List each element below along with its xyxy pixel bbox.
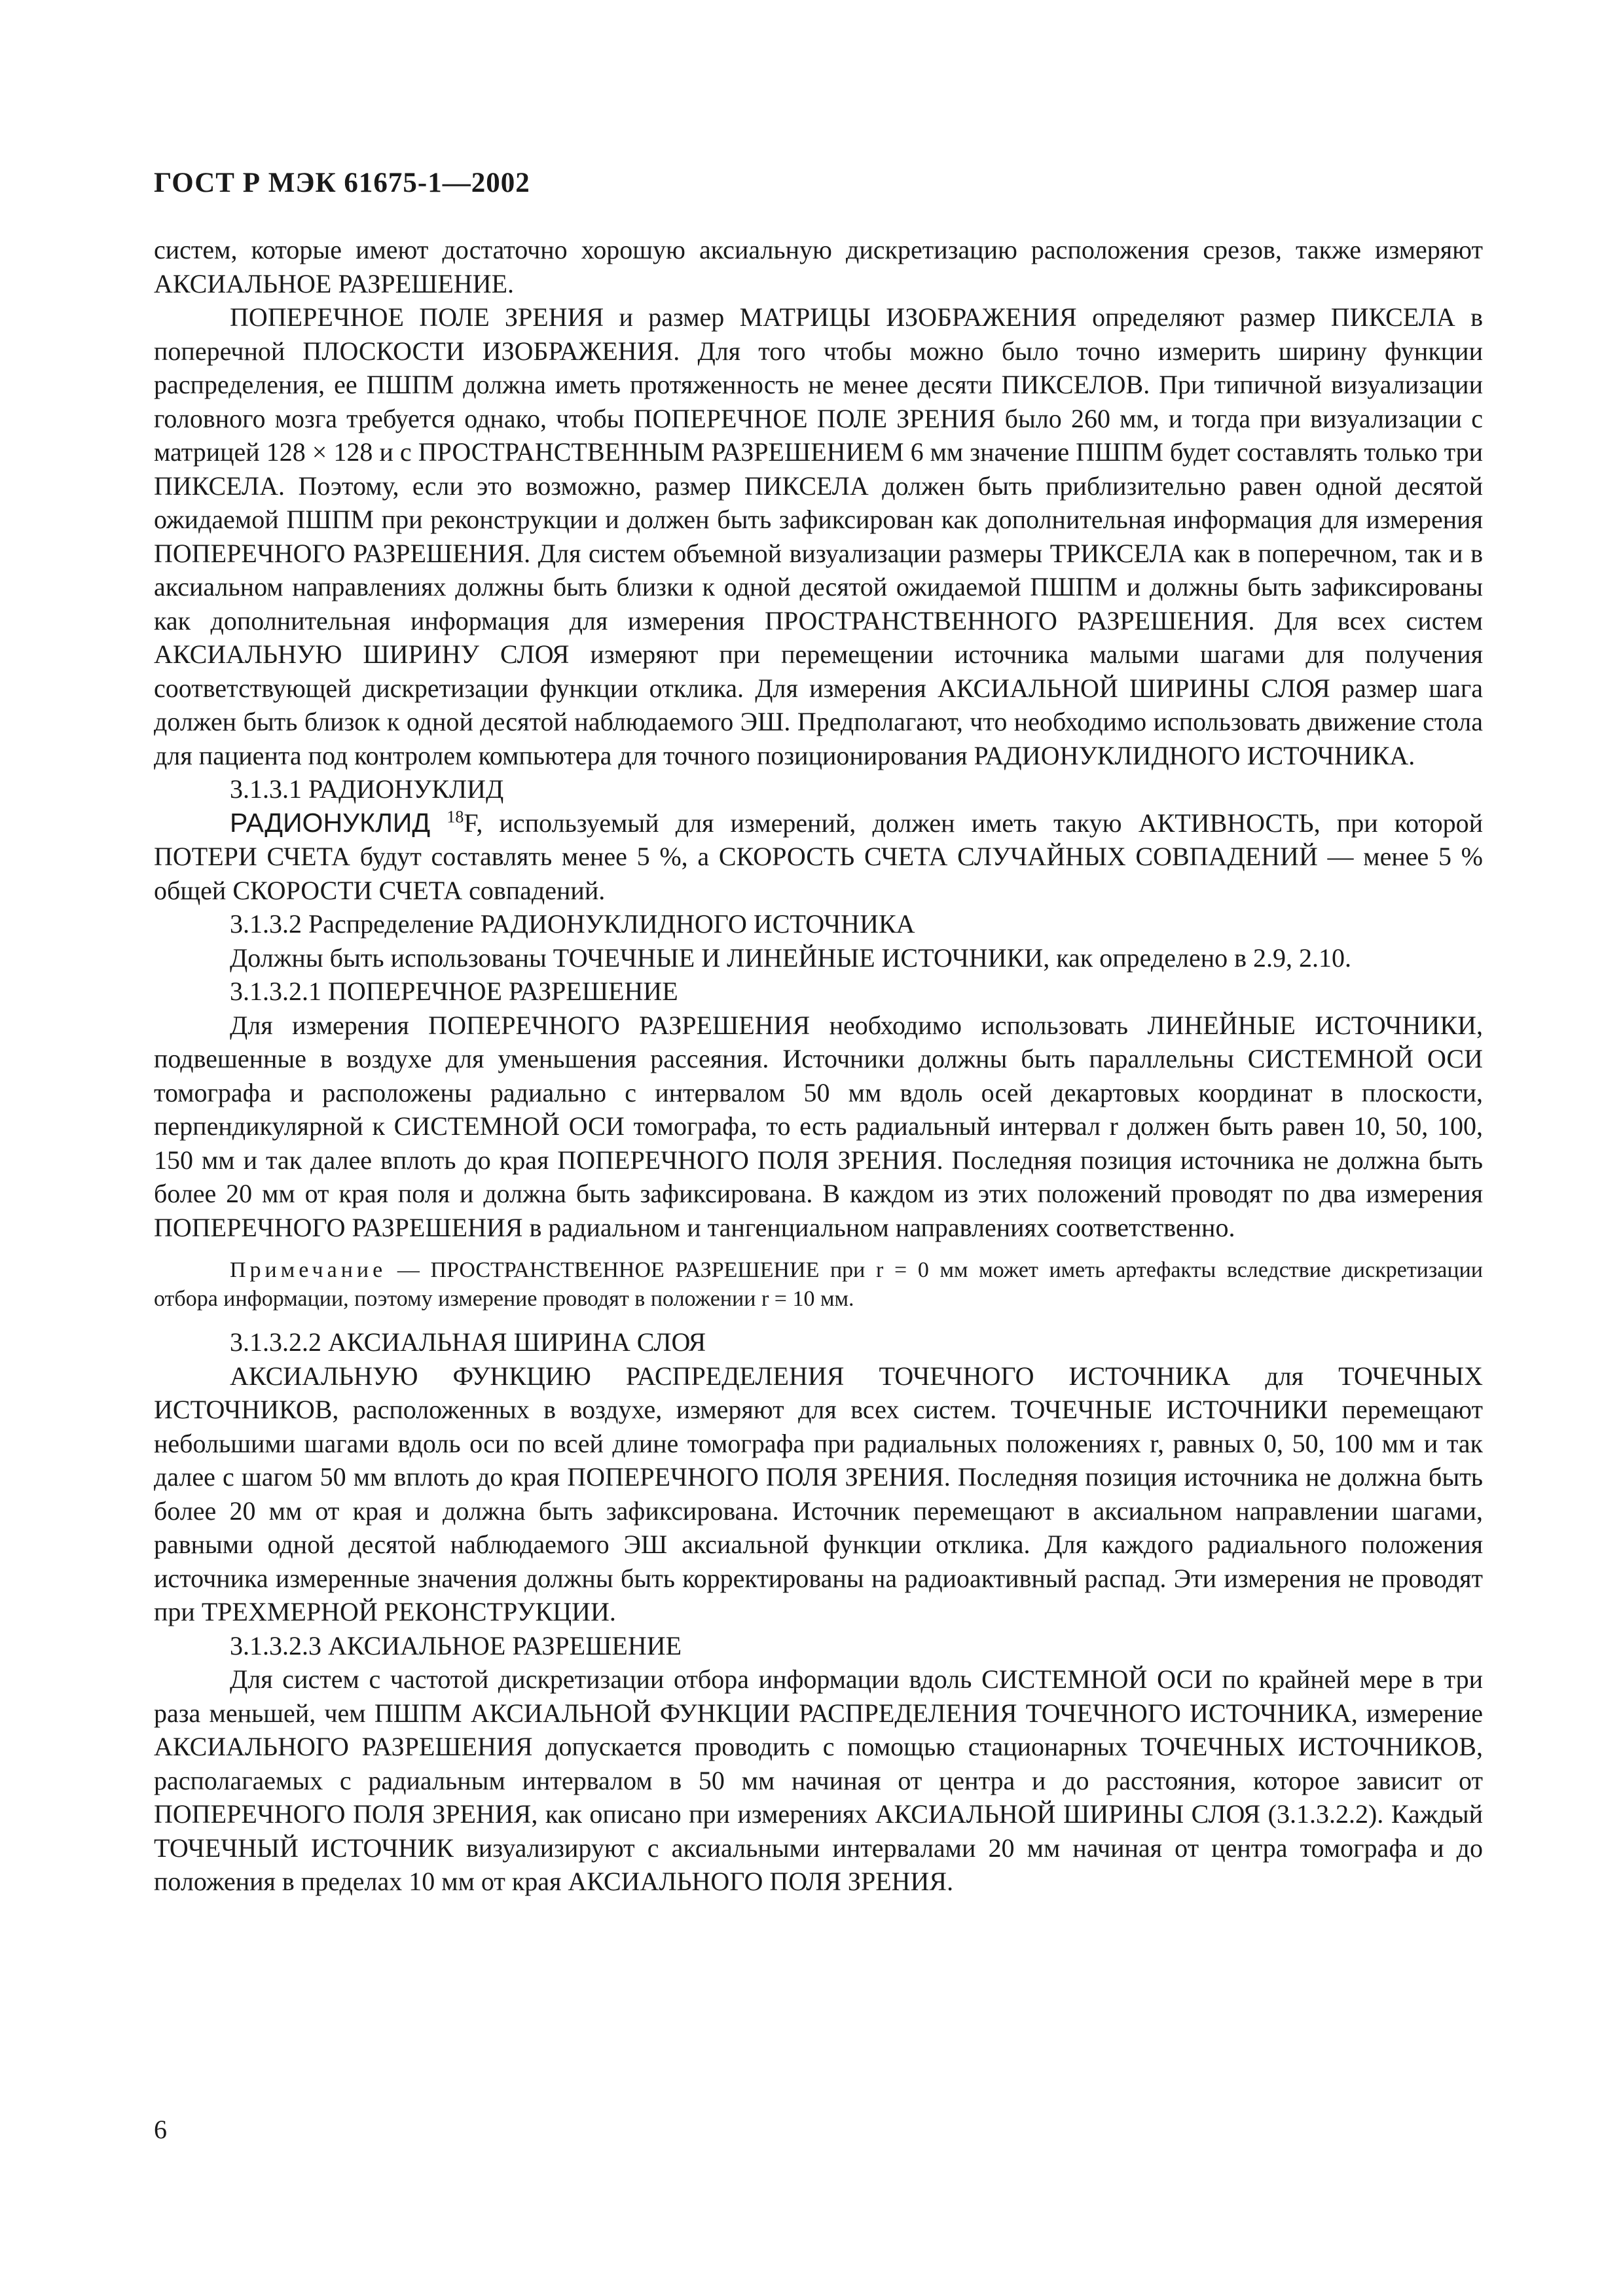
paragraph: Должны быть использованы ТОЧЕЧНЫЕ И ЛИНЕЙНЫЕ ИСТОЧНИКИ, как определено в 2.9, 2.10. — [230, 942, 1351, 973]
paragraph — [154, 806, 1483, 908]
superscript: 18 — [447, 807, 464, 827]
paragraph: Для систем с частотой дискретизации отбора информации вдоль СИСТЕМНОЙ ОСИ по крайней мере в три раза меньшей, чем ПШПМ АКСИАЛЬНОЙ ФУНКЦИИ РАСПРЕДЕЛЕНИЯ ТОЧЕЧНОГО ИСТОЧНИКА, измерение АКСИАЛЬНОГО РАЗРЕШЕНИЯ допускается проводить с помощью стационарных ТОЧЕЧНЫХ ИСТОЧНИКОВ, располагаемых с радиальным интервалом в 50 мм начиная от центра и до расстояния, которое зависит от ПОПЕРЕЧНОГО ПОЛЯ ЗРЕНИЯ, как описано при измерениях АКСИАЛЬНОЙ ШИРИНЫ СЛОЯ (3.1.3.2.2). Каждый ТОЧЕЧНЫЙ ИСТОЧНИК визуализируют с аксиальными интервалами 20 мм начиная от центра томографа и до положения в пределах 10 мм от края АКСИАЛЬНОГО ПОЛЯ ЗРЕНИЯ. — [154, 1664, 1483, 1896]
document-body — [154, 233, 1483, 1899]
document-page — [154, 167, 1483, 1899]
paragraph: ПОПЕРЕЧНОЕ ПОЛЕ ЗРЕНИЯ и размер МАТРИЦЫ ИЗОБРАЖЕНИЯ определяют размер ПИКСЕЛА в поперечной ПЛОСКОСТИ ИЗОБРАЖЕНИЯ. Для того чтобы можно было точно измерить ширину функции распределения, ее ПШПМ должна иметь протяженность не менее десяти ПИКСЕЛОВ. При типичной визуализации головного мозга требуется однако, чтобы ПОПЕРЕЧНОЕ ПОЛЕ ЗРЕНИЯ было 260 мм, и тогда при визуализации с матрицей 128 × 128 и с ПРОСТРАНСТВЕННЫМ РАЗРЕШЕНИЕМ 6 мм значение ПШПМ будет составлять только три ПИКСЕЛА. Поэтому, если это возможно, размер ПИКСЕЛА должен быть приблизительно равен одной десятой ожидаемой ПШПМ при реконструкции и должен быть зафиксирован как дополнительная информация для измерения ПОПЕРЕЧНОГО РАЗРЕШЕНИЯ. Для систем объемной визуализации размеры ТРИКСЕЛА как в поперечном, так и в аксиальном направлениях должны быть близки к одной десятой ожидаемой ПШПМ и должны быть зафиксированы как дополнительная информация для измерения ПРОСТРАНСТВЕННОГО РАЗРЕШЕНИЯ. Для всех систем АКСИАЛЬНУЮ ШИРИНУ СЛОЯ измеряют при перемещении источника малыми шагами для получения соответствующей дискретизации функции отклика. Для измерения АКСИАЛЬНОЙ ШИРИНЫ СЛОЯ размер шага должен быть близок к одной десятой наблюдаемого ЭШ. Предполагают, что необходимо использовать движение стола для пациента под контролем компьютера для точного позиционирования РАДИОНУКЛИДНОГО ИСТОЧНИКА. — [154, 302, 1483, 770]
paragraph: Для измерения ПОПЕРЕЧНОГО РАЗРЕШЕНИЯ необходимо использовать ЛИНЕЙНЫЕ ИСТОЧНИКИ, подвешенные в воздухе для уменьшения рассеяния. Источники должны быть параллельны СИСТЕМНОЙ ОСИ томографа и расположены радиально с интервалом 50 мм вдоль осей декартовых координат в плоскости, перпендикулярной к СИСТЕМНОЙ ОСИ томографа, то есть радиальный интервал r должен быть равен 10, 50, 100, 150 мм и так далее вплоть до края ПОПЕРЕЧНОГО ПОЛЯ ЗРЕНИЯ. Последняя позиция источника не должна быть более 20 мм от края поля и должна быть зафиксирована. В каждом из этих положений проводят по два измерения ПОПЕРЕЧНОГО РАЗРЕШЕНИЯ в радиальном и тангенциальном направлениях соответственно. — [154, 1010, 1483, 1242]
paragraph: АКСИАЛЬНУЮ ФУНКЦИЮ РАСПРЕДЕЛЕНИЯ ТОЧЕЧНОГО ИСТОЧНИКА для ТОЧЕЧНЫХ ИСТОЧНИКОВ, расположенных в воздухе, измеряют для всех систем. ТОЧЕЧНЫЕ ИСТОЧНИКИ перемещают небольшими шагами вдоль оси по всей длине томографа при радиальных положениях r, равных 0, 50, 100 мм и так далее с шагом 50 мм вплоть до края ПОПЕРЕЧНОГО ПОЛЯ ЗРЕНИЯ. Последняя позиция источника не должна быть более 20 мм от края и должна быть зафиксирована. Источник перемещают в аксиальном направлении шагами, равными одной десятой наблюдаемого ЭШ аксиальной функции отклика. Для каждого радиального положения источника измеренные значения должны быть корректированы на радиоактивный распад. Эти измерения не проводят при ТРЕХМЕРНОЙ РЕКОНСТРУКЦИИ. — [154, 1361, 1483, 1626]
term: РАДИОНУКЛИД — [230, 807, 431, 838]
section-heading: 3.1.3.1 РАДИОНУКЛИД — [230, 774, 504, 804]
note — [154, 1256, 1483, 1314]
page-number: 6 — [154, 2115, 167, 2144]
section-heading: 3.1.3.2.2 АКСИАЛЬНАЯ ШИРИНА СЛОЯ — [230, 1327, 706, 1357]
note-text: — ПРОСТРАНСТВЕННОЕ РАЗРЕШЕНИЕ при r = 0 мм может иметь артефакты вследствие дискретизации отбора информации, поэтому измерение проводят в положении r = 10 мм. — [154, 1258, 1483, 1311]
document-header: ГОСТ Р МЭК 61675-1—2002 — [154, 168, 530, 198]
note-label: Примечание — [230, 1258, 387, 1282]
paragraph-text: F, используемый для измерений, должен иметь такую АКТИВНОСТЬ, при которой ПОТЕРИ СЧЕТА будут составлять менее 5 %, а СКОРОСТЬ СЧЕТА СЛУЧАЙНЫХ СОВПАДЕНИЙ — менее 5 % общей СКОРОСТИ СЧЕТА совпадений. — [154, 808, 1484, 905]
section-heading: 3.1.3.2 Распределение РАДИОНУКЛИДНОГО ИСТОЧНИКА — [230, 909, 915, 939]
section-heading: 3.1.3.2.1 ПОПЕРЕЧНОЕ РАЗРЕШЕНИЕ — [230, 977, 678, 1006]
section-heading: 3.1.3.2.3 АКСИАЛЬНОЕ РАЗРЕШЕНИЕ — [230, 1630, 682, 1660]
paragraph: систем, которые имеют достаточно хорошую аксиальную дискретизацию расположения срезов, также измеряют АКСИАЛЬНОЕ РАЗРЕШЕНИЕ. — [154, 235, 1483, 298]
